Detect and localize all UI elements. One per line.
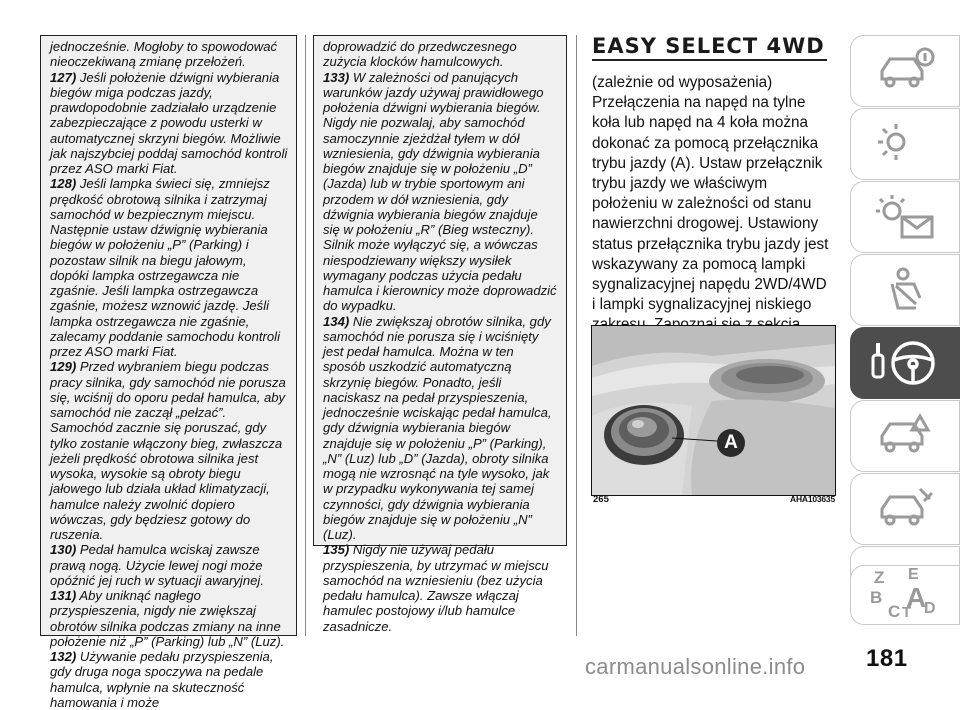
tab-starting-driving[interactable] bbox=[850, 327, 960, 399]
warning-number: 135) bbox=[323, 542, 350, 558]
warnings-box-1 bbox=[40, 35, 297, 710]
figure-code: AHA103635 bbox=[790, 494, 835, 504]
tab-emergency[interactable] bbox=[850, 400, 960, 472]
warning-item bbox=[50, 359, 288, 542]
figure-number: 265 bbox=[593, 494, 609, 505]
warning-item bbox=[50, 542, 288, 588]
steering-wheel-key-icon bbox=[865, 335, 945, 391]
index-letter: B bbox=[870, 588, 883, 607]
watermark: carmanualsonline.info bbox=[585, 654, 806, 679]
section-title-rule bbox=[592, 59, 827, 61]
warning-text: W zależności od panujących warunków jazdy używaj prawidłowego położenia dźwigni wybierania biegów. Nigdy nie pozwalaj, aby samochód samoczynnie zjeżdżał tyłem w dół wzniesienia, gdy dźwignia wybierania biegów znajduje się w położeniu „D” (Jazda) lub w trybie sportowym ani przodem w dół wzniesienia, gdy dźwignia wybierania biegów znajduje się w położeniu „R” (Bieg wsteczny). Silnik może wyłączyć się, a wówczas niespodziewany większy wysiłek wymagany podczas użycia pedału hamulca i kierownicy może doprowadzić do wypadku. bbox=[323, 69, 557, 314]
index-letter: Z bbox=[874, 568, 885, 587]
warning-number: 127) bbox=[50, 69, 77, 85]
warning-item bbox=[323, 314, 558, 543]
warning-item bbox=[323, 542, 558, 634]
index-letter: T bbox=[902, 604, 912, 621]
warning-text: doprowadzić do przedwczesnego zużycia klocków hamulcowych. bbox=[323, 39, 517, 70]
warning-number: 133) bbox=[323, 69, 350, 85]
warning-item bbox=[50, 70, 288, 177]
car-info-icon bbox=[870, 45, 940, 97]
warning-text: Jeśli lampka świeci się, zmniejsz prędkość obrotową silnika i zatrzymaj samochód w bezpiecznym miejscu. Następnie ustaw dźwignię wybierania biegów w położeniu „P” (Parking) i pozostaw silnik na biegu jałowym, dopóki lampka ostrzegawcza nie zgaśnie. Jeśli lampka ostrzegawcza zgaśnie, możesz wznowić jazdę. Jeśli lampka ostrzegawcza nie zgaśnie, zalecamy poddanie samochodu kontroli przez ASO marki Fiat. bbox=[50, 176, 281, 359]
warning-text: jednocześnie. Mogłoby to spowodować nieoczekiwaną zmianę przełożeń. bbox=[50, 39, 278, 70]
warning-number: 132) bbox=[50, 649, 77, 664]
warning-item bbox=[50, 649, 288, 710]
warning-number: 131) bbox=[50, 588, 77, 603]
page-number: 181 bbox=[866, 645, 908, 672]
warning-item bbox=[50, 588, 288, 649]
safety-seat-icon bbox=[870, 264, 940, 316]
warning-item bbox=[323, 39, 558, 70]
warning-text: Nigdy nie używaj pedału przyspieszenia, by utrzymać w miejscu samochód na wzniesieniu (bez użycia pedału hamulca). Zawsze włączaj hamulec postojowy i/lub hamulce zasadnicze. bbox=[323, 542, 549, 634]
index-letter: C bbox=[888, 602, 901, 621]
index-letter: E bbox=[908, 566, 919, 583]
tab-index[interactable] bbox=[850, 565, 960, 625]
car-maintenance-icon bbox=[870, 483, 940, 535]
warnings-box-2 bbox=[313, 35, 567, 634]
tab-lights-info[interactable] bbox=[850, 181, 960, 253]
warning-text: Przed wybraniem biegu podczas pracy silnika, gdy samochód nie porusza się, wciśnij do oporu pedał hamulca, aby samochód nie zaczął „pełzać”. Samochód zacznie się poruszać, gdy tylko zostanie włączony bieg, zwłaszcza jeżeli prędkość obrotowa silnika jest wysoka, wysokie są obroty biegu jałowego lub działa układ klimatyzacji, hamulce należy zwolnić dopiero wówczas, gdy będziesz gotowy do ruszenia. bbox=[50, 359, 286, 542]
column-divider bbox=[576, 35, 577, 636]
column-divider bbox=[305, 35, 306, 636]
mode-switch-illustration bbox=[592, 326, 835, 495]
warning-number: 128) bbox=[50, 176, 77, 192]
warning-item bbox=[323, 70, 558, 314]
section-paragraph: (zależnie od wyposażenia) Przełączenia na napęd na tylne koła lub napęd na 4 koła można dokonać za pomocą przełącznika trybu jazdy (A). Ustaw przełącznik trybu jazdy we właściwym położeniu w zależności od stanu nawierzchni drogowej. Ustawiony status przełącznika trybu jazdy jest wskazywany za pomocą lampki sygnalizacyjnej napędu 2WD/4WD i lampki sygnalizacyjnej niskiego bbox=[592, 74, 829, 314]
warning-text: Aby uniknąć nagłego przyspieszenia, nigdy nie zwiększaj obrotów silnika podczas zmiany na inne położenie niż „P” (Parking) lub „N” (Luz). bbox=[50, 588, 285, 649]
tab-maintenance[interactable] bbox=[850, 473, 960, 545]
index-letters-icon bbox=[868, 568, 942, 622]
index-letter: A bbox=[906, 582, 927, 613]
callout-label: A bbox=[724, 432, 738, 453]
mode-switch-figure bbox=[591, 325, 836, 496]
tab-car-info[interactable] bbox=[850, 35, 960, 107]
lights-info-icon bbox=[870, 191, 940, 243]
warning-number: 134) bbox=[323, 313, 350, 329]
warning-number: 129) bbox=[50, 359, 77, 375]
warning-text: Nie zwiększaj obrotów silnika, gdy samochód nie porusza się i wciśnięty jest pedał hamulca. Można w ten sposób uszkodzić automatyczną skrzynię biegów. Ponadto, jeśli naciskasz na pedał przyspieszenia, jednocześnie wciskając pedał hamulca, gdy dźwignia wybierania biegów znajduje się w położeniu „P” (Parking), „N” (Luz) lub „D” (Jazda), obroty silnika mogą nie wzrosnąć na tyle wysoko, jak w przypadku wykonywania tej samej czynności, gdy dźwignia wybierania biegów znajduje się w położeniu „N” (Luz). bbox=[323, 313, 552, 542]
lights-warning-icon bbox=[870, 118, 940, 170]
warning-number: 130) bbox=[50, 542, 77, 558]
tab-lights-warning[interactable] bbox=[850, 108, 960, 180]
warning-text: Używanie pedału przyspieszenia, gdy druga noga spoczywa na pedale hamulca, wpłynie na skuteczność hamowania i może bbox=[50, 649, 274, 710]
tab-safety[interactable] bbox=[850, 254, 960, 326]
warning-text: Pedał hamulca wciskaj zawsze prawą nogą. Użycie lewej nogi może opóźnić jej ruch w sytuacji awaryjnej. bbox=[50, 542, 264, 588]
warning-item bbox=[50, 176, 288, 359]
emergency-car-icon bbox=[870, 410, 940, 462]
warning-text: Jeśli położenie dźwigni wybierania biegów miga podczas jazdy, prawdopodobnie zadziałało urządzenie zabezpieczające z powodu usterki w automatycznej skrzyni biegów. Możliwie jak najszybciej poddaj samochód kontroli przez ASO marki Fiat. bbox=[50, 69, 288, 176]
index-letter: D bbox=[924, 600, 936, 617]
warning-item bbox=[50, 39, 288, 70]
section-title: EASY SELECT 4WD bbox=[592, 34, 825, 58]
